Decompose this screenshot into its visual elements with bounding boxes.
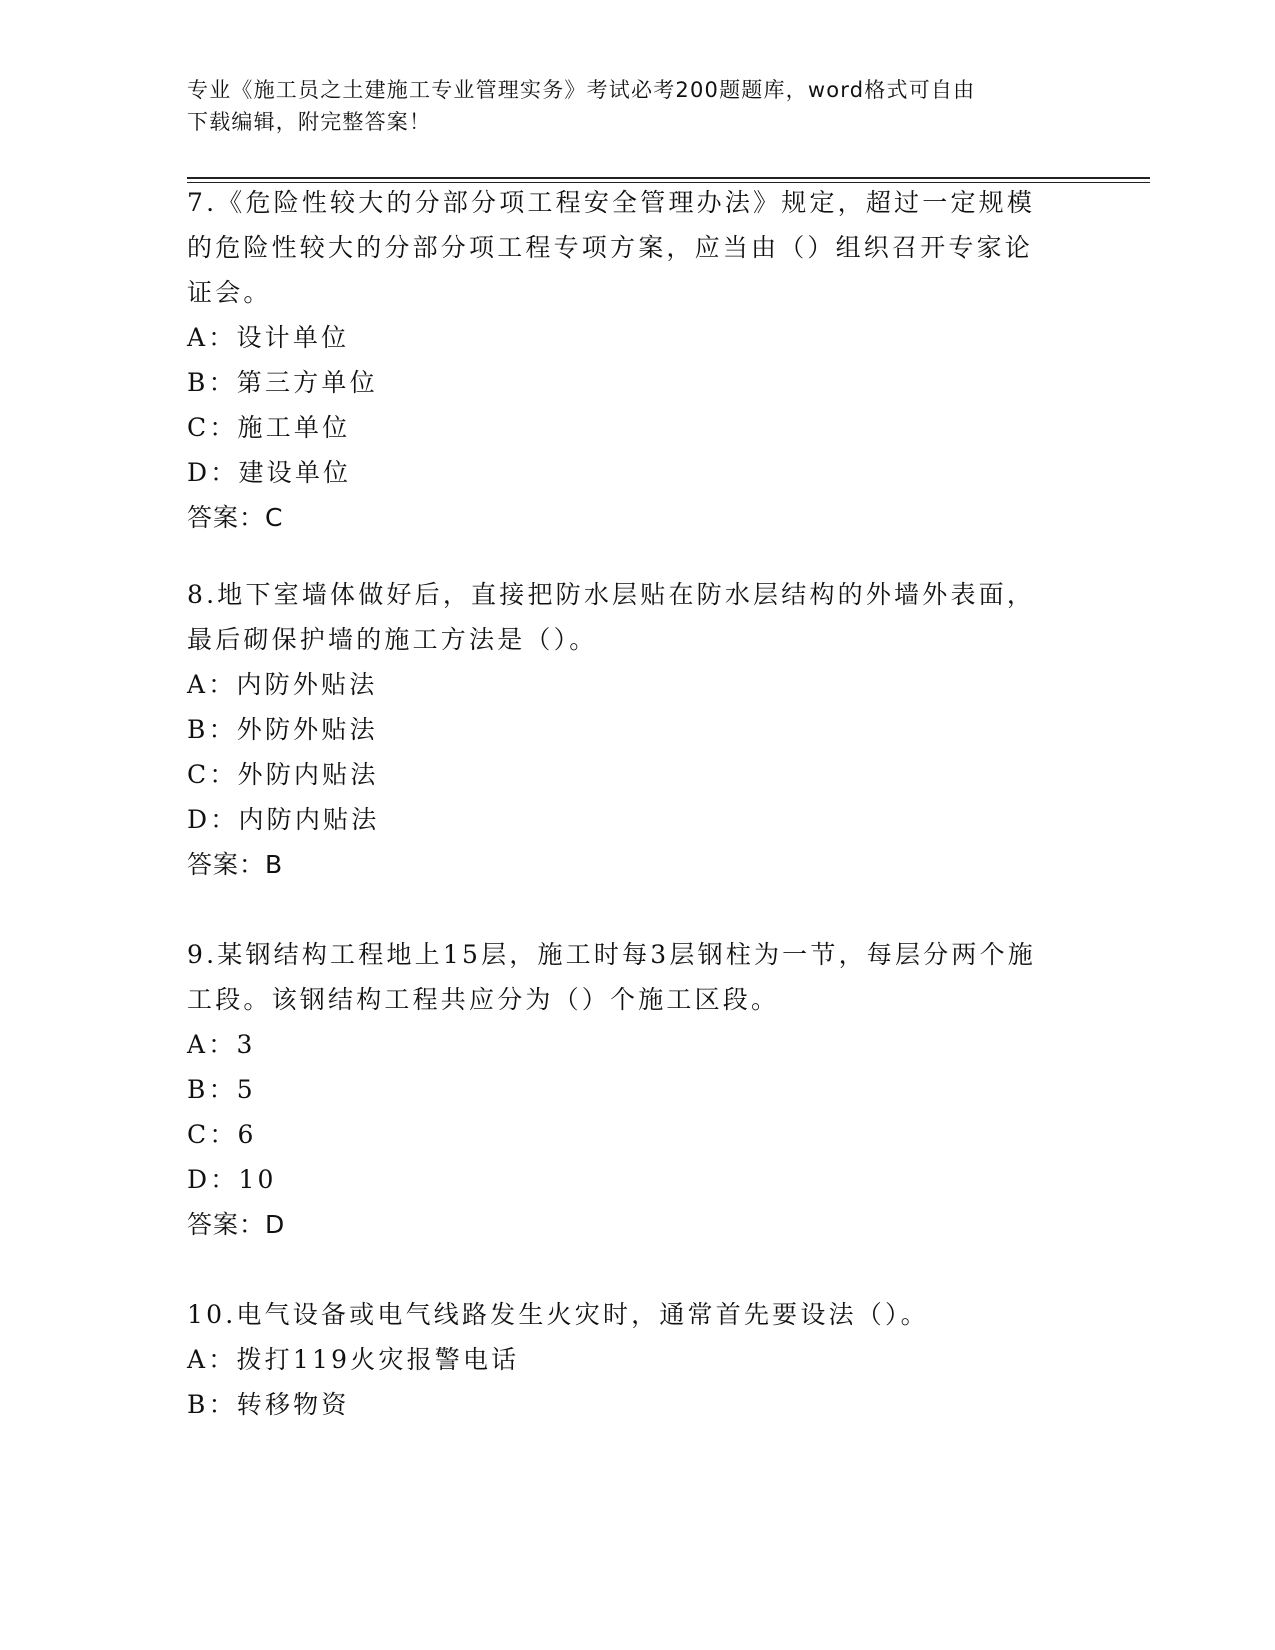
option-d: D：内防内贴法 [187,805,380,834]
option-c: C：外防内贴法 [187,760,379,789]
header-line-1: 专业《施工员之土建施工专业管理实务》考试必考200题题库，word格式可自由 [187,78,976,102]
option-b: B：第三方单位 [187,368,378,397]
question-stem-line: 工段。该钢结构工程共应分为（）个施工区段。 [187,985,780,1014]
question-9 [187,932,1067,1247]
question-stem-line: 8.地下室墙体做好后，直接把防水层贴在防水层结构的外墙外表面， [187,580,1036,609]
option-d: D：建设单位 [187,458,352,487]
answer-label: 答案：D [187,1210,286,1239]
question-stem-line: 的危险性较大的分部分项工程专项方案，应当由（）组织召开专家论 [187,233,1034,262]
question-7 [187,180,1067,540]
header-line-2: 下载编辑，附完整答案！ [187,110,432,134]
option-a: A：拨打119火灾报警电话 [187,1345,520,1374]
question-10 [187,1292,1067,1427]
answer-label: 答案：B [187,850,284,879]
option-b: B：5 [187,1075,256,1104]
answer-label: 答案：C [187,503,284,532]
question-stem-line: 7.《危险性较大的分部分项工程安全管理办法》规定，超过一定规模 [187,188,1036,217]
option-a: A：3 [187,1030,256,1059]
option-b: B：外防外贴法 [187,715,378,744]
question-stem-line: 9.某钢结构工程地上15层，施工时每3层钢柱为一节，每层分两个施 [187,940,1036,969]
option-c: C：6 [187,1120,257,1149]
question-stem-line: 最后砌保护墙的施工方法是（）。 [187,625,598,654]
option-d: D：10 [187,1165,277,1194]
option-b: B：转移物资 [187,1390,350,1419]
document-header [187,74,1067,138]
header-divider-thick [187,177,1150,179]
option-a: A：设计单位 [187,323,350,352]
option-a: A：内防外贴法 [187,670,378,699]
question-stem-line: 证会。 [187,278,272,307]
question-8 [187,572,1067,887]
question-stem-line: 10.电气设备或电气线路发生火灾时，通常首先要设法（）。 [187,1300,929,1329]
option-c: C：施工单位 [187,413,351,442]
